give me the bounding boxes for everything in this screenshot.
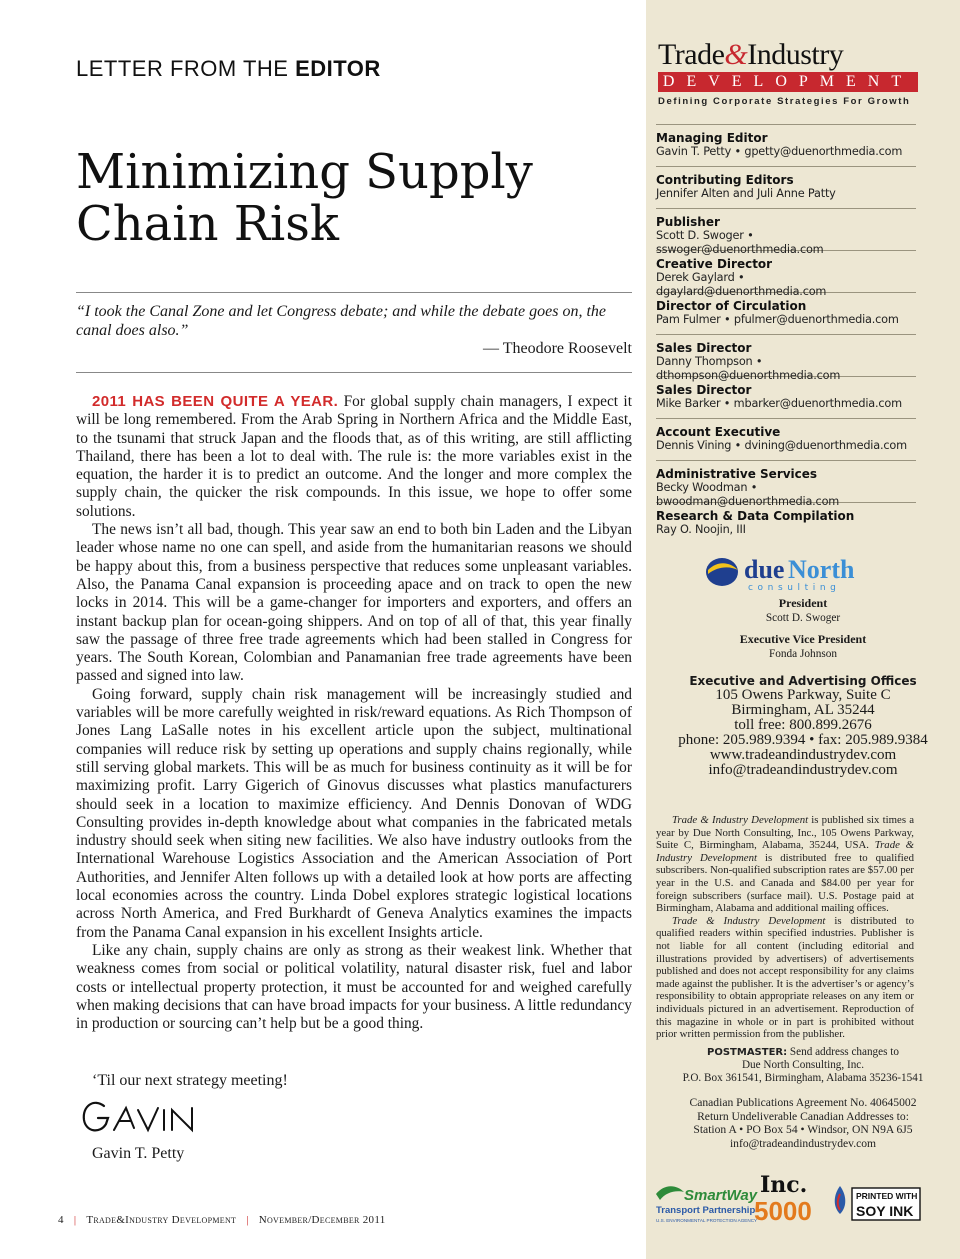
postmaster-line-1: Send address changes to <box>787 1046 899 1058</box>
smartway-epa: U.S. ENVIRONMENTAL PROTECTION AGENCY <box>656 1218 758 1223</box>
title-line-1: Minimizing Supply <box>76 144 533 200</box>
pubinfo-text: is published six times a year by Due North Consulting, Inc., 105 Owens Parkway, Suite C, Birmingham, Alabama, 35244, USA. <box>656 814 915 852</box>
inc-5000-badge <box>754 1172 812 1226</box>
staff-name: Danny Thompson • dthompson@duenorthmedia.com <box>656 355 841 382</box>
staff-name: Derek Gaylard • dgaylard@duenorthmedia.com <box>656 271 827 298</box>
lead-in: 2011 HAS BEEN QUITE A YEAR. <box>92 393 339 410</box>
divider-top <box>76 292 632 293</box>
inc-wordmark: Inc. <box>760 1172 808 1198</box>
office-city-line: Birmingham, AL 35244 <box>731 702 875 718</box>
publication-info <box>656 814 914 1041</box>
pubinfo-text: is distributed free to qualified subscribers. Non-qualified subscription rates are $57.00 per year in the U.S. and Canada and $84.00 per year for foreign subscribers (surface mail). U.S. Postage paid at Birmingham, Alabama and additional mailing offices. <box>656 851 914 915</box>
canada-line: Return Undeliverable Canadian Addresses to: <box>697 1109 909 1123</box>
staff-name: Pam Fulmer • pfulmer@duenorthmedia.com <box>656 313 899 326</box>
paragraph-3: Going forward, supply chain risk management will be increasingly studied and variables will be more carefully weighted in risk/reward equations. As Rich Thompson of Jones Lang LaSalle notes in his excellent article upon the subject, multinational companies will reduce risk by setting up operations and supply chains regionally, while still serving global markets. This will be as much for business continuity as it will be for maximizing profit. Larry Gigerich of Ginovus discusses what plastics manufacturers should seek in a location to maximize efficiency. And Dennis Donovan of WDG Consulting provides in-depth knowledge about what companies in the fabricated metals industry should seek when siting new facilities. We also have industry outlooks from the International Warehouse Logistics Association and the American Association of Port Authorities, and Jennifer Alten follows up with a detailed look at how ports are affecting local economies across the country. Linda Dobel explores strategic logistical locations across North America, and Fred Burkhardt of Geneva Analytics examines the impacts from the Panama Canal expansion in his excellent Insights article. <box>76 685 632 941</box>
evp-role: Executive Vice President <box>739 632 867 646</box>
office-address-line: 105 Owens Parkway, Suite C <box>715 687 891 703</box>
pubinfo-title: Trade & Industry Development <box>656 839 914 864</box>
footer-publication: Trade&Industry Development <box>86 1214 237 1226</box>
pubinfo-paragraph-1 <box>656 814 914 915</box>
staff-name: Scott D. Swoger • sswoger@duenorthmedia.com <box>656 229 824 256</box>
canada-line: Canadian Publications Agreement No. 40645002 <box>689 1096 917 1109</box>
staff-role: Contributing Editors <box>656 173 794 187</box>
pubinfo-title: Trade & Industry Development <box>672 914 826 927</box>
staff-name: Ray O. Noojin, III <box>656 523 746 536</box>
staff-entry <box>656 208 916 256</box>
section-header-bold: EDITOR <box>295 56 381 81</box>
inc-5000-number: 5000 <box>754 1196 812 1226</box>
soy-ink-line-1: PRINTED WITH <box>856 1191 918 1201</box>
office-email: info@tradeandindustrydev.com <box>708 762 898 778</box>
page-number: 4 <box>58 1214 64 1226</box>
smartway-badge <box>656 1186 758 1223</box>
paragraph-1-text: For global supply chain managers, I expect it will be long remembered. From the Arab Spring in Northern Africa and the Middle East, to the tsunami that struck Japan and the floods that, as of this writing, are still afflicting Thailand, there has been a lot to deal with. The rule is: the more variables exist in the equation, the harder it is to predict an outcome. And the longer and more complex the supply chain, the quicker the risk compounds. In this issue, we hope to offer some solutions. <box>76 393 632 520</box>
staff-name: Dennis Vining • dvining@duenorthmedia.com <box>656 439 907 452</box>
canadian-publications <box>646 1096 960 1150</box>
logo-ampersand: & <box>724 38 748 71</box>
paragraph-4: Like any chain, supply chains are only as strong as their weakest link. Whether that weakness comes from social or political volatility, natural disaster risk, fuel and labor costs or intellectual property protection, it must be accounted for and weighed carefully when making decisions that can have broad impacts for your business. A little redundancy in production or sourcing can’t help but be a good thing. <box>76 941 632 1033</box>
staff-role: Managing Editor <box>656 131 768 145</box>
logo-trade: Trade <box>658 38 725 71</box>
office-tollfree: toll free: 800.899.2676 <box>734 717 872 733</box>
canada-line: info@tradeandindustrydev.com <box>729 1136 877 1150</box>
logo-tagline: Defining Corporate Strategies For Growth <box>658 96 911 107</box>
staff-list <box>656 124 916 544</box>
page-footer <box>58 1214 386 1226</box>
epigraph-quote: “I took the Canal Zone and let Congress debate; and while the debate goes on, the canal does also.” <box>76 303 606 339</box>
section-header-prefix: LETTER FROM THE <box>76 56 296 81</box>
smartway-name: SmartWay <box>684 1187 758 1204</box>
staff-role: Creative Director <box>656 257 773 271</box>
office-website: www.tradeandindustrydev.com <box>709 747 897 763</box>
signer-name: Gavin T. Petty <box>92 1145 185 1162</box>
epigraph-attribution: — Theodore Roosevelt <box>482 340 632 357</box>
paragraph-2: The news isn’t all bad, though. This year saw an end to both bin Laden and the Libyan leader whose name no one can spell, and aside from the humanitarian reasons we should be happy about this, from a business perspective that reduces some unpleasant variables. Also, the Panama Canal expansion is proceeding apace and on track to open the new locks in 2014. This will be a game-changer for importers and exporters, and offers an instant backup plan for ocean-going shippers. And on top of all of that, this year finally saw the passage of three free trade agreements which had been stalled in Congress for years. The South Korean, Colombian and Panamanian free trade agreements have been passed and signed into law. <box>76 521 632 685</box>
globe-icon <box>706 558 738 586</box>
paragraph-1 <box>76 393 632 521</box>
pubinfo-paragraph-2 <box>656 915 914 1041</box>
evp-name: Fonda Johnson <box>768 648 838 660</box>
office-phone-fax: phone: 205.989.9394 • fax: 205.989.9384 <box>678 732 928 748</box>
staff-name: Becky Woodman • bwoodman@duenorthmedia.com <box>656 481 840 508</box>
staff-role: Sales Director <box>656 383 752 397</box>
partner-badges <box>654 1172 954 1228</box>
staff-role: Administrative Services <box>656 467 818 481</box>
title-line-2: Chain Risk <box>76 196 339 252</box>
section-header <box>76 56 381 82</box>
logo-industry: Industry <box>747 38 844 71</box>
office-contact <box>646 674 960 778</box>
staff-entry <box>656 334 916 382</box>
soy-ink-line-2: SOY INK <box>856 1203 914 1219</box>
office-title: Executive and Advertising Offices <box>689 674 917 688</box>
divider-bottom <box>76 372 632 373</box>
due-north-logo <box>704 552 864 592</box>
article-title <box>76 146 632 250</box>
soy-ink-badge <box>835 1186 920 1220</box>
postmaster-line-3: P.O. Box 361541, Birmingham, Alabama 35236-1541 <box>682 1072 924 1084</box>
due-north-wordmark-north: North <box>788 555 855 584</box>
staff-role: Research & Data Compilation <box>656 509 855 523</box>
footer-separator: | <box>246 1214 249 1226</box>
due-north-wordmark-due: due <box>744 555 785 584</box>
staff-entry <box>656 124 916 166</box>
staff-role: Publisher <box>656 215 720 229</box>
footer-issue: November/December 2011 <box>258 1214 386 1226</box>
president-name: Scott D. Swoger <box>765 612 841 624</box>
postmaster-notice <box>646 1046 960 1085</box>
footer-separator: | <box>73 1214 77 1226</box>
staff-name: Mike Barker • mbarker@duenorthmedia.com <box>656 397 902 410</box>
pubinfo-title: Trade & Industry Development <box>672 814 809 826</box>
staff-entry <box>656 292 916 334</box>
staff-name: Gavin T. Petty • gpetty@duenorthmedia.com <box>656 145 903 158</box>
staff-entry <box>656 166 916 208</box>
postmaster-label: POSTMASTER: <box>707 1047 788 1058</box>
postmaster-line-2: Due North Consulting, Inc. <box>741 1059 865 1071</box>
canada-line: Station A • PO Box 54 • Windsor, ON N9A 6J5 <box>693 1123 913 1137</box>
letter-body <box>76 393 632 1033</box>
staff-entry <box>656 502 916 544</box>
letter-column <box>73 0 632 1259</box>
logo-development: DEVELOPMENT <box>658 72 918 92</box>
staff-name: Jennifer Alten and Juli Anne Patty <box>656 187 836 200</box>
staff-role: Director of Circulation <box>656 299 807 313</box>
masthead-sidebar <box>646 0 960 1259</box>
staff-entry <box>656 460 916 508</box>
trade-industry-logo <box>658 40 918 107</box>
closing-line: ‘Til our next strategy meeting! <box>92 1072 288 1089</box>
staff-role: Sales Director <box>656 341 752 355</box>
smartway-sub: Transport Partnership <box>656 1205 756 1216</box>
due-north-wordmark-sub: consulting <box>748 583 841 592</box>
president-role: President <box>778 596 828 610</box>
editor-signature <box>80 1094 210 1140</box>
staff-role: Account Executive <box>656 425 781 439</box>
staff-entry <box>656 418 916 460</box>
pubinfo-text: is distributed to qualified readers within specified industries. Publisher is not liable for all content (including editorial and illustrations provided by advertisers) of advertisements published and does not accept responsibility for any claims made against the publisher. It is the advertiser’s or agency’s responsibility to obtain appropriate releases on any item or individuals pictured in an advertisement. Reproduction of this magazine in whole or in part is prohibited without prior written permission from the publisher. <box>656 914 914 1041</box>
